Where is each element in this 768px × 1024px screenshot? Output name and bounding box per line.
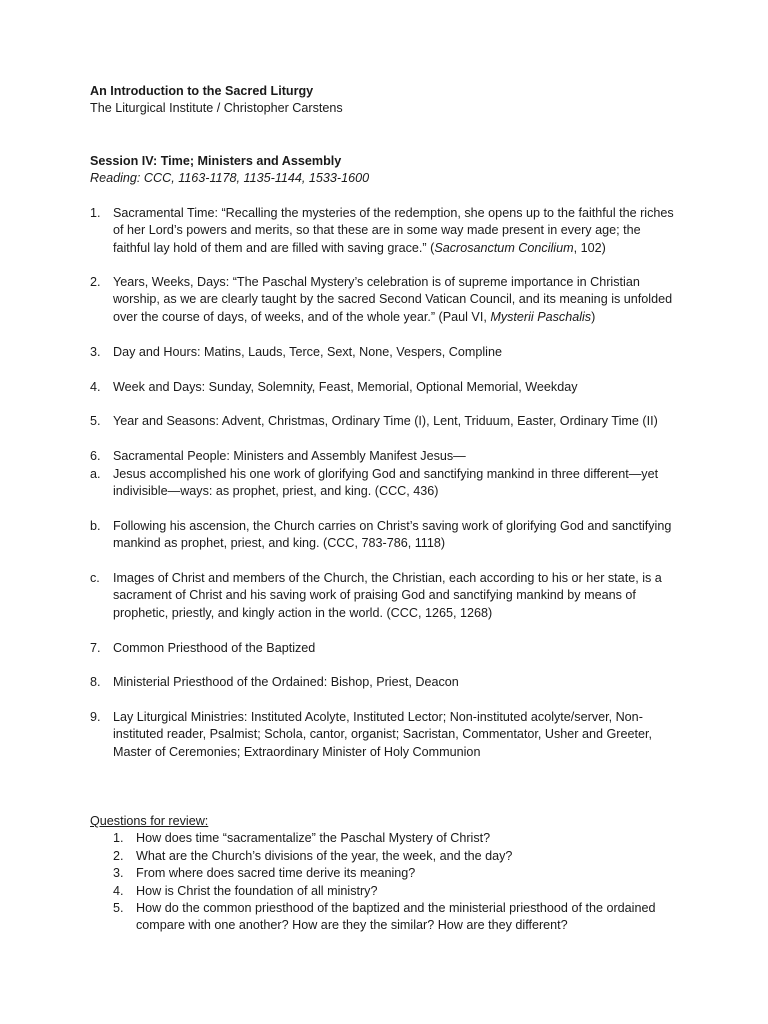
list-item-text [113, 205, 680, 257]
list-item-number: 4. [90, 380, 101, 394]
list-item [90, 674, 680, 691]
sub-item-letter: a. [90, 467, 101, 481]
session-title: Session IV: Time; Ministers and Assembly [90, 154, 342, 168]
sub-list-item [90, 518, 680, 553]
question-number: 1. [113, 831, 124, 845]
review-question [113, 830, 680, 847]
list-item [90, 344, 680, 361]
review-section [90, 813, 680, 933]
review-question [113, 865, 680, 882]
review-question [113, 883, 680, 900]
list-item-number: 9. [90, 710, 101, 724]
list-item-text: Sacramental People: Ministers and Assembly Manifest Jesus— [113, 449, 466, 463]
list-item-text: Week and Days: Sunday, Solemnity, Feast, Memorial, Optional Memorial, Weekday [113, 380, 578, 394]
list-item-text [113, 274, 680, 326]
list-item [90, 413, 680, 430]
question-number: 3. [113, 866, 124, 880]
session-reading: Reading: CCC, 1163-1178, 1135-1144, 1533-1600 [90, 171, 370, 186]
sub-item-text: Jesus accomplished his one work of glorifying God and sanctifying mankind in three different—yet indivisible—ways: as prophet, priest, and king. (CCC, 436) [113, 467, 659, 499]
list-item [90, 448, 680, 465]
list-item-text: Lay Liturgical Ministries: Instituted Acolyte, Instituted Lector; Non-instituted acolyte/server, Non-instituted reader, Psalmist; Schola, cantor, organist; Sacristan, Commentator, Usher and Greeter, Master of Ceremonies; Extraordinary Minister of Holy Communion [113, 710, 652, 759]
list-item-number: 7. [90, 641, 101, 655]
sub-list-item [90, 466, 680, 501]
sub-item-text: Following his ascension, the Church carries on Christ’s saving work of glorifying God and sanctifying mankind as prophet, priest, and king. (CCC, 783-786, 1118) [113, 519, 672, 551]
document-title: An Introduction to the Sacred Liturgy [90, 84, 314, 98]
sub-list-item [90, 570, 680, 622]
list-item-text: Day and Hours: Matins, Lauds, Terce, Sext, None, Vespers, Compline [113, 345, 502, 359]
list-item-text-part: ) [591, 309, 596, 324]
citation-title: Sacrosanctum Concilium [434, 240, 574, 255]
list-item [90, 709, 680, 761]
review-heading: Questions for review: [90, 814, 209, 828]
document-header [90, 83, 680, 118]
session-header [90, 153, 680, 188]
list-item-text-part: Sacramental Time: “Recalling the mysteries of the redemption, she opens up to the faithful the riches of her Lord’s powers and merits, so that these are in some way made present in every age; the faithful lay hold of them and are filled with saving grace.” ( [113, 206, 674, 255]
question-number: 2. [113, 849, 124, 863]
list-item-number: 3. [90, 345, 101, 359]
sub-item-text: Images of Christ and members of the Church, the Christian, each according to his or her state, is a sacrament of Christ and his saving work of praising God and sanctifying mankind by means of prophetic, priestly, and kingly action in the world. (CCC, 1265, 1268) [113, 571, 662, 620]
list-item-number: 8. [90, 675, 101, 689]
review-question [113, 900, 680, 935]
list-item-number: 6. [90, 449, 101, 463]
list-item-text-part: , 102) [573, 240, 606, 255]
citation-title: Mysterii Paschalis [490, 309, 592, 324]
list-item-number: 2. [90, 275, 101, 289]
list-item [90, 640, 680, 657]
list-item-text-part: Years, Weeks, Days: “The Paschal Mystery’s celebration is of supreme importance in Christian worship, as we are clearly taught by the sacred Second Vatican Council, and its meaning is unfolded over the course of days, of weeks, and of the whole year.” (Paul VI, [113, 275, 673, 324]
question-text: How do the common priesthood of the baptized and the ministerial priesthood of the ordained compare with one another? How are they the similar? How are they different? [136, 901, 656, 933]
question-number: 5. [113, 901, 124, 915]
review-question [113, 848, 680, 865]
question-text: How is Christ the foundation of all ministry? [136, 884, 378, 898]
list-item-text: Common Priesthood of the Baptized [113, 641, 316, 655]
list-item-text: Year and Seasons: Advent, Christmas, Ordinary Time (I), Lent, Triduum, Easter, Ordinary Time (II) [113, 414, 658, 428]
list-item [90, 274, 680, 326]
question-number: 4. [113, 884, 124, 898]
document-subtitle: The Liturgical Institute / Christopher Carstens [90, 101, 343, 116]
list-item-number: 1. [90, 206, 101, 220]
question-text: What are the Church’s divisions of the year, the week, and the day? [136, 849, 513, 863]
sub-item-letter: c. [90, 571, 100, 585]
list-item-text: Ministerial Priesthood of the Ordained: Bishop, Priest, Deacon [113, 675, 459, 689]
question-text: How does time “sacramentalize” the Paschal Mystery of Christ? [136, 831, 491, 845]
list-item-number: 5. [90, 414, 101, 428]
sub-item-letter: b. [90, 519, 101, 533]
list-item [90, 205, 680, 257]
question-text: From where does sacred time derive its meaning? [136, 866, 416, 880]
list-item [90, 379, 680, 396]
